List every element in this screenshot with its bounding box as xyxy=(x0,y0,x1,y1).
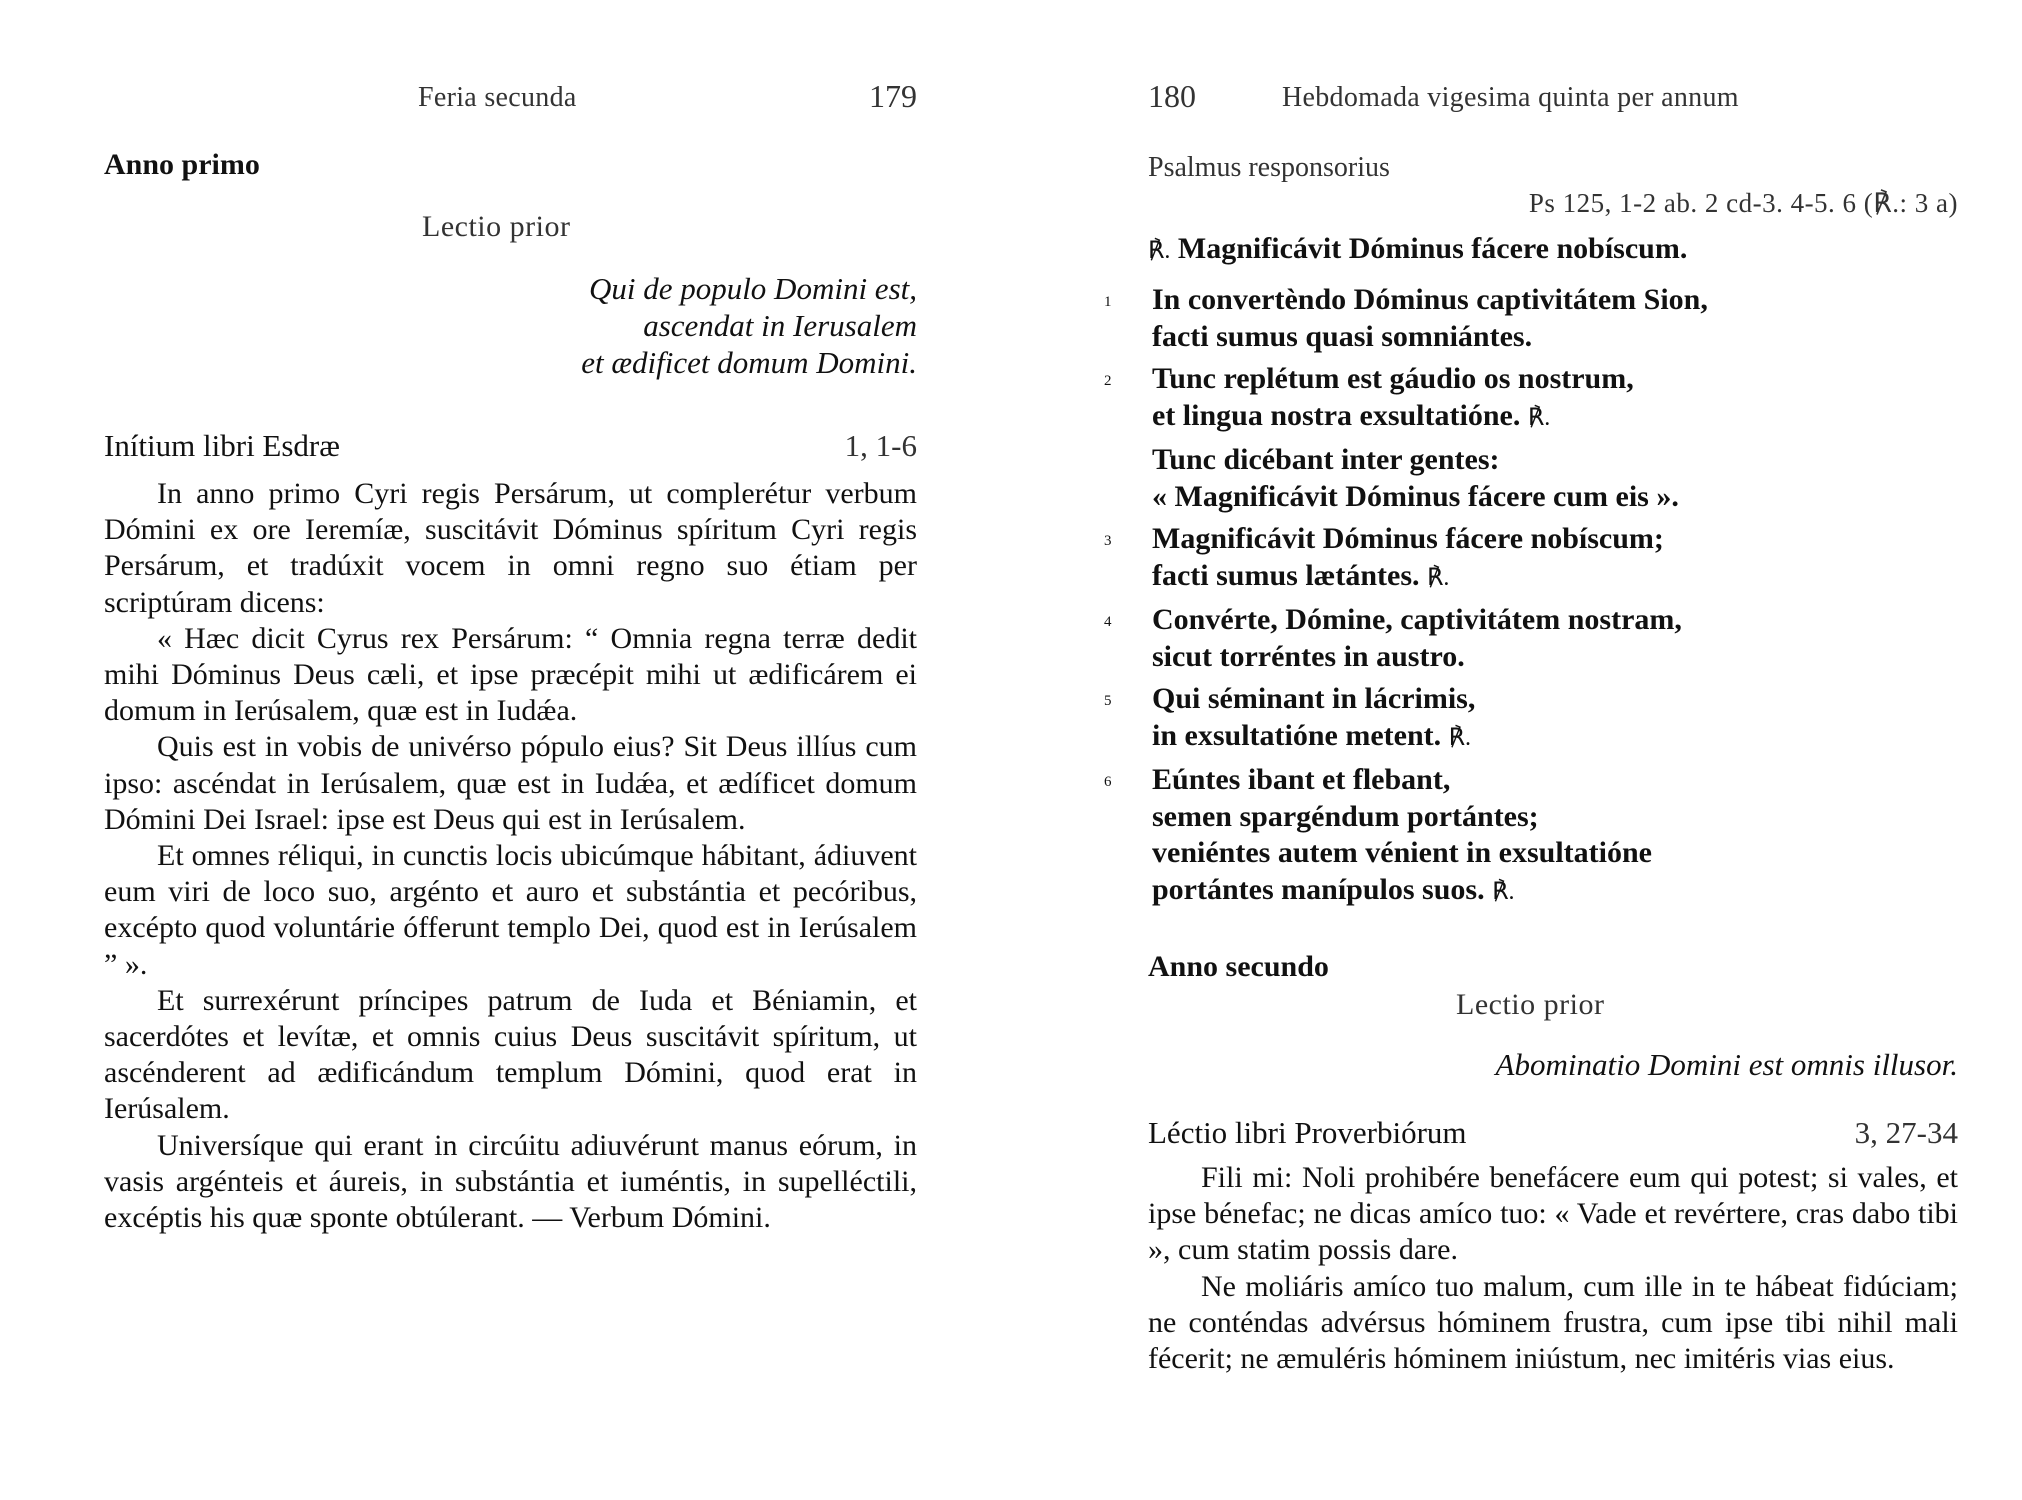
psalm-line xyxy=(1152,319,1958,356)
page-number: 180 xyxy=(1148,78,1196,114)
psalm-line-text: portántes manípulos suos. xyxy=(1152,872,1485,906)
response-symbol: ℟. xyxy=(1492,878,1515,905)
psalm-line xyxy=(1152,872,1958,911)
response-symbol: ℟. xyxy=(1448,724,1472,751)
psalm-line xyxy=(1152,442,1958,479)
psalm-line xyxy=(1152,361,1958,398)
paragraph: Et omnes réliqui, in cunctis locis ubicúmque hábitant, ádiuvent eum viri de loco suo, argénto et auro et substántia et pecóribus, excépto quod voluntárie ófferunt templo Dei, quod est in Ierúsalem ” ». xyxy=(104,839,917,981)
reading-title: Léctio libri Proverbiórum xyxy=(1148,1115,1467,1150)
psalm-line xyxy=(1152,639,1958,676)
psalm-stanzas xyxy=(1104,282,1958,916)
psalm-line xyxy=(1152,521,1958,558)
psalm-line-text: Eúntes ibant et flebant, xyxy=(1152,763,1451,796)
running-head xyxy=(1148,78,1958,118)
verse-number: 5 xyxy=(1104,693,1112,709)
paragraph: Quis est in vobis de univérso pópulo eius? Sit Deus illíus cum ipso: ascéndat in Ierúsalem, quæ est in Iudǽa, et ædíficet domum Dómini Dei Israel: ipse est Deus qui est in Ierúsalem. xyxy=(104,730,917,836)
motto xyxy=(581,270,917,381)
psalm-line xyxy=(1152,835,1958,872)
psalm-line-text: semen spargéndum portántes; xyxy=(1152,799,1539,833)
psalm-response xyxy=(1148,232,1687,266)
psalm-line-text: Tunc dicébant inter gentes: xyxy=(1152,443,1500,476)
motto-line: Qui de populo Domini est, xyxy=(588,271,917,306)
verse-number: 4 xyxy=(1104,614,1112,630)
psalm-line-text: veniéntes autem vénient in exsultatióne xyxy=(1152,836,1652,869)
psalm-line-text: et lingua nostra exsultatióne. xyxy=(1152,398,1521,432)
psalm-line-text: in exsultatióne metent. xyxy=(1152,718,1442,752)
reading-text xyxy=(1148,1160,1958,1377)
year-title: Anno primo xyxy=(104,148,260,181)
running-head-title: Hebdomada vigesima quinta per annum xyxy=(1282,82,1739,113)
motto-line: ascendat in Ierusalem xyxy=(643,308,917,343)
page-number: 179 xyxy=(869,78,917,114)
verse-number: 6 xyxy=(1104,774,1112,790)
psalm-line-text: Tunc replétum est gáudio os nostrum, xyxy=(1152,362,1634,395)
psalm-stanza xyxy=(1104,762,1958,910)
motto-line: et ædificet domum Domini. xyxy=(581,345,917,380)
year-title: Anno secundo xyxy=(1148,950,1329,983)
psalm-stanza xyxy=(1148,442,1958,515)
response-text: Magnificávit Dóminus fácere nobíscum. xyxy=(1177,232,1688,265)
psalm-stanza xyxy=(1104,282,1958,355)
psalm-line-text: Qui séminant in lácrimis, xyxy=(1152,682,1476,715)
psalm-line xyxy=(1152,799,1958,836)
motto: Abominatio Domini est omnis illusor. xyxy=(1495,1047,1958,1082)
psalm-stanza xyxy=(1104,521,1958,596)
psalm-line xyxy=(1152,718,1958,757)
psalm-line xyxy=(1152,558,1958,597)
response-symbol: ℟. xyxy=(1148,238,1171,264)
paragraph: In anno primo Cyri regis Persárum, ut complerétur verbum Dómini ex ore Ieremíæ, suscitávit Dóminus spíritum Cyri regis Persárum, et tradúxit vocem in omni regno suo étiam per scriptúram dicens: xyxy=(104,477,917,619)
verse-number: 3 xyxy=(1104,533,1112,549)
psalm-line xyxy=(1152,762,1958,799)
psalm-line xyxy=(1152,602,1958,639)
psalm-stanza xyxy=(1104,681,1958,756)
paragraph: « Hæc dicit Cyrus rex Persárum: “ Omnia regna terræ dedit mihi Dóminus Deus cæli, et ipse præcépit mihi ut ædificárem ei domum in Ierúsalem, quæ est in Iudǽa. xyxy=(104,621,917,728)
reading-heading xyxy=(1148,1115,1958,1155)
reading-title: Inítium libri Esdræ xyxy=(104,428,340,463)
reading-text xyxy=(104,476,917,1236)
psalm-line xyxy=(1152,681,1958,718)
psalm-line-text: sicut torréntes in austro. xyxy=(1152,639,1465,673)
paragraph: Et surrexérunt príncipes patrum de Iuda et Béniamin, et sacerdótes et levítæ, et omnis cuius Deus suscitávit spíritum, ut ascénderent ad ædificándum templum Dómini, quod erat in Ierúsalem. xyxy=(104,983,917,1126)
psalm-line-text: Magnificávit Dóminus fácere nobíscum; xyxy=(1152,522,1664,555)
paragraph: Fili mi: Noli prohibére benefácere eum qui potest; si vales, et ipse bénefac; ne dicas amíco tuo: « Vade et revértere, cras dabo tibi », cum statim possis dare. xyxy=(1148,1161,1958,1267)
response-symbol: ℟. xyxy=(1527,404,1551,431)
paragraph: Ne moliáris amíco tuo malum, cum ille in te hábeat fidúciam; ne conténdas advérsus hóminem frustra, cum ipse tibi nihil mali fécerit; ne æmuléris hóminem iniústum, nec imitéris vias eius. xyxy=(1148,1269,1958,1376)
lectio-title: Lectio prior xyxy=(1456,988,1605,1021)
reading-heading xyxy=(104,428,917,468)
psalm-stanza xyxy=(1104,602,1958,675)
response-symbol: ℟. xyxy=(1427,564,1450,591)
lectio-title: Lectio prior xyxy=(422,210,571,243)
running-head xyxy=(104,78,917,118)
verse-number: 1 xyxy=(1104,294,1112,310)
psalm-line xyxy=(1152,479,1958,516)
psalm-line-text: « Magnificávit Dóminus fácere cum eis ». xyxy=(1152,479,1679,513)
psalm-line-text: facti sumus quasi somniántes. xyxy=(1152,319,1533,353)
psalm-heading: Psalmus responsorius xyxy=(1148,152,1390,183)
paragraph: Universíque qui erant in circúitu adiuvérunt manus eórum, in vasis argénteis et áureis, in substántia et iuméntis, in supelléctili, excéptis his quæ sponte obtúlerant. — Verbum Dómini. xyxy=(104,1128,917,1235)
psalm-line xyxy=(1152,398,1958,437)
psalm-stanza xyxy=(1104,361,1958,436)
psalm-line xyxy=(1152,282,1958,319)
verse-number: 2 xyxy=(1104,373,1112,389)
reading-reference: 1, 1-6 xyxy=(844,428,917,463)
psalm-line-text: Convérte, Dómine, captivitátem nostram, xyxy=(1152,603,1682,636)
psalm-line-text: In convertèndo Dóminus captivitátem Sion, xyxy=(1152,283,1708,316)
reading-reference: 3, 27-34 xyxy=(1854,1115,1958,1150)
running-head-title: Feria secunda xyxy=(418,82,577,113)
psalm-reference: Ps 125, 1-2 ab. 2 cd-3. 4-5. 6 (℟.: 3 a) xyxy=(1528,188,1958,218)
psalm-line-text: facti sumus lætántes. xyxy=(1152,558,1420,592)
